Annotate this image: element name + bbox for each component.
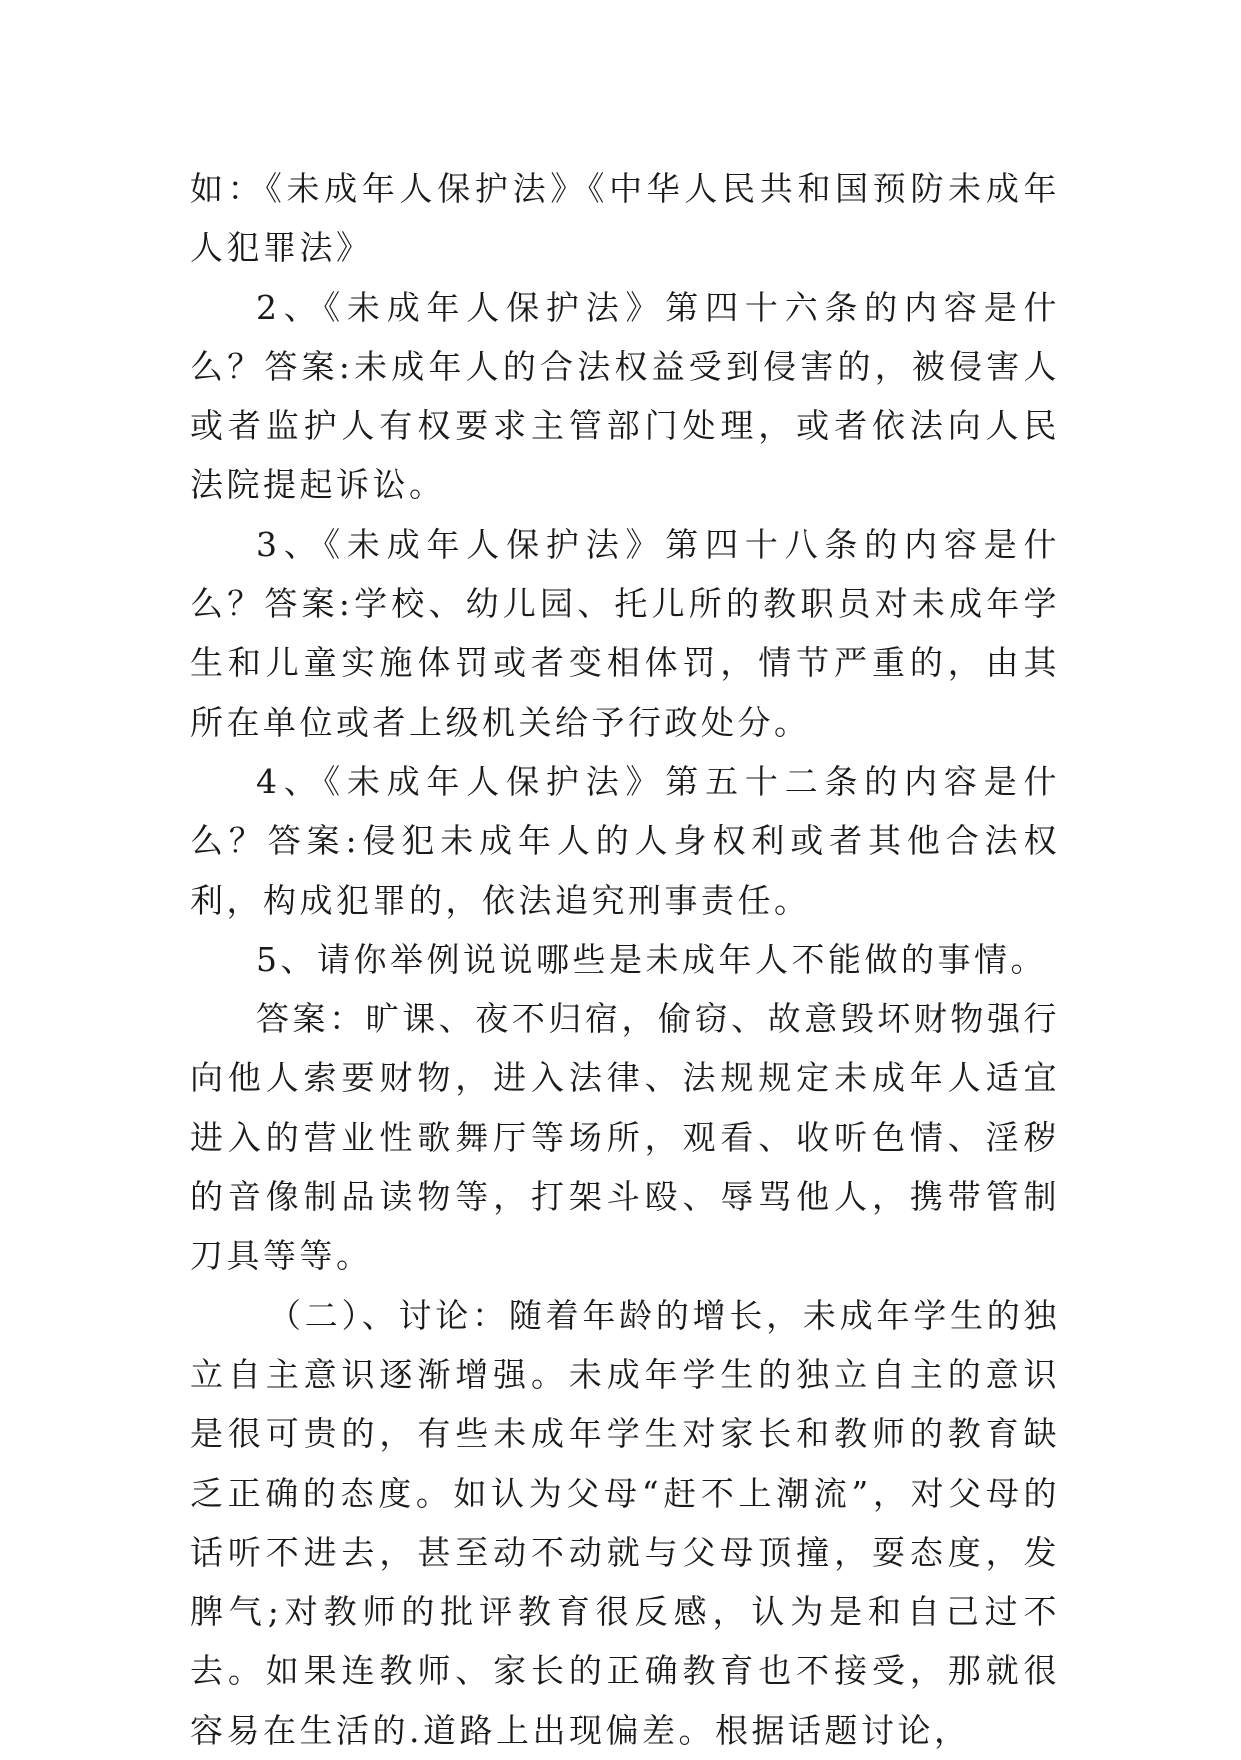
document-body <box>190 159 1060 1760</box>
paragraph-question-3: 3、《未成年人保护法》第四十八条的内容是什么？答案:学校、幼儿园、托儿所的教职员对未成年学生和儿童实施体罚或者变相体罚，情节严重的，由其所在单位或者上级机关给予行政处分。 <box>190 524 1060 742</box>
paragraph-question-5-answer: 答案：旷课、夜不归宿，偷窃、故意毁坏财物强行向他人索要财物，进入法律、法规规定未成年人适宜进入的营业性歌舞厅等场所，观看、收听色情、淫秽的音像制品读物等，打架斗殴、辱骂他人，携带管制刀具等等。 <box>190 999 1060 1276</box>
paragraph-question-4: 4、《未成年人保护法》第五十二条的内容是什么？答案:侵犯未成年人的人身权利或者其他合法权利，构成犯罪的，依法追究刑事责任。 <box>190 761 1060 920</box>
paragraph-question-2: 2、《未成年人保护法》第四十六条的内容是什么？答案:未成年人的合法权益受到侵害的，被侵害人或者监护人有权要求主管部门处理，或者依法向人民法院提起诉讼。 <box>190 287 1060 505</box>
paragraph-question-5: 5、请你举例说说哪些是未成年人不能做的事情。 <box>256 939 1047 979</box>
paragraph-discussion: （二）、讨论：随着年龄的增长，未成年学生的独立自主意识逐渐增强。未成年学生的独立自主的意识是很可贵的，有些未成年学生对家长和教师的教育缺乏正确的态度。如认为父母“赶不上潮流”，对父母的话听不进去，甚至动不动就与父母顶撞，耍态度，发脾气;对教师的批评教育很反感，认为是和自己过不去。如果连教师、家长的正确教育也不接受，那就很容易在生活的.道路上出现偏差。根据话题讨论， <box>190 1295 1060 1750</box>
paragraph-intro-laws: 如：《未成年人保护法》《中华人民共和国预防未成年人犯罪法》 <box>190 169 1060 268</box>
